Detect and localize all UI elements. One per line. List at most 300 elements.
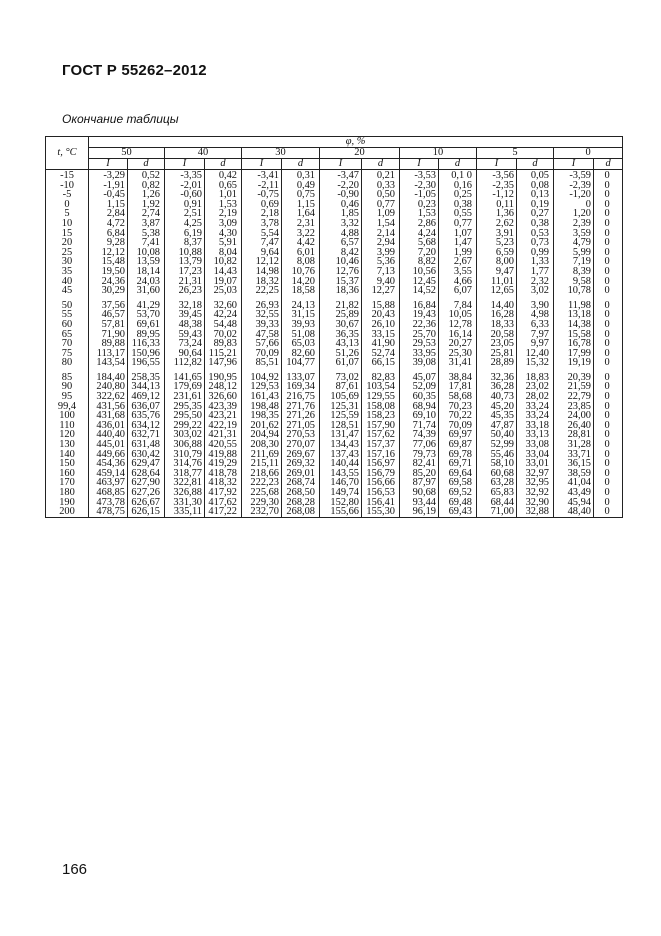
value-cell: 9,47 — [477, 267, 517, 277]
value-cell: 60,68 — [477, 469, 517, 479]
value-cell: 137,43 — [320, 450, 362, 460]
value-cell: 0 — [594, 296, 623, 311]
value-cell: 0 — [594, 330, 623, 340]
table-row — [46, 330, 623, 340]
value-cell: 0 — [594, 459, 623, 469]
value-cell: 10,78 — [554, 286, 594, 296]
value-cell: 24,00 — [554, 411, 594, 421]
value-cell: 269,01 — [282, 469, 320, 479]
value-cell: 0,16 — [439, 181, 477, 191]
value-cell: 68,44 — [477, 498, 517, 508]
value-cell: 128,51 — [320, 421, 362, 431]
value-cell: 77,06 — [400, 440, 439, 450]
value-cell: 0,55 — [439, 209, 477, 219]
value-cell: 6,33 — [517, 320, 554, 330]
temperature-cell: -15 — [46, 170, 89, 181]
value-cell: 74,39 — [400, 430, 439, 440]
value-cell: 143,54 — [89, 358, 128, 368]
value-cell: 82,41 — [400, 459, 439, 469]
value-cell: 21,31 — [165, 277, 205, 287]
value-cell: 14,43 — [205, 267, 242, 277]
temperature-cell: 15 — [46, 229, 89, 239]
temperature-cell: 110 — [46, 421, 89, 431]
value-cell: 15,58 — [554, 330, 594, 340]
value-cell: 113,17 — [89, 349, 128, 359]
value-cell: 131,47 — [320, 430, 362, 440]
value-cell: 468,85 — [89, 488, 128, 498]
value-cell: 0,91 — [165, 200, 205, 210]
value-cell: 0 — [594, 430, 623, 440]
value-cell: 271,26 — [282, 411, 320, 421]
value-cell: 33,04 — [517, 450, 554, 460]
value-cell: 15,88 — [362, 296, 400, 311]
value-cell: 1,92 — [128, 200, 165, 210]
value-cell: 2,19 — [205, 209, 242, 219]
subheader-row — [46, 159, 623, 170]
value-cell: 115,21 — [205, 349, 242, 359]
value-cell: 419,29 — [205, 459, 242, 469]
value-cell: 626,67 — [128, 498, 165, 508]
value-cell: 59,43 — [165, 330, 205, 340]
value-cell: 37,56 — [89, 296, 128, 311]
value-cell: 417,62 — [205, 498, 242, 508]
value-cell: 268,74 — [282, 478, 320, 488]
value-cell: 635,76 — [128, 411, 165, 421]
value-cell: 7,47 — [242, 238, 282, 248]
value-cell: 322,62 — [89, 392, 128, 402]
value-cell: 13,59 — [128, 257, 165, 267]
value-cell: 417,92 — [205, 488, 242, 498]
value-cell: 0 — [594, 190, 623, 200]
subheader-6: I — [320, 159, 362, 170]
value-cell: 0 — [594, 248, 623, 258]
value-cell: -0,75 — [242, 190, 282, 200]
value-cell: 0,33 — [362, 181, 400, 191]
humidity-group-0: 50 — [89, 148, 165, 159]
subheader-1: d — [128, 159, 165, 170]
value-cell: 1,15 — [282, 200, 320, 210]
value-cell: 25,81 — [477, 349, 517, 359]
value-cell: 201,62 — [242, 421, 282, 431]
temperature-cell: 45 — [46, 286, 89, 296]
value-cell: 33,24 — [517, 402, 554, 412]
table-row — [46, 229, 623, 239]
value-cell: 69,87 — [439, 440, 477, 450]
table-row — [46, 440, 623, 450]
value-cell: 440,40 — [89, 430, 128, 440]
value-cell: 1,15 — [89, 200, 128, 210]
value-cell: 459,14 — [89, 469, 128, 479]
value-cell: 8,00 — [477, 257, 517, 267]
value-cell: 25,03 — [205, 286, 242, 296]
table-row — [46, 170, 623, 181]
value-cell: 82,60 — [282, 349, 320, 359]
value-cell: 157,90 — [362, 421, 400, 431]
value-cell: 105,69 — [320, 392, 362, 402]
value-cell: 47,87 — [477, 421, 517, 431]
value-cell: 39,33 — [242, 320, 282, 330]
humidity-group-3: 20 — [320, 148, 400, 159]
table-row — [46, 277, 623, 287]
value-cell: 12,12 — [242, 257, 282, 267]
value-cell: 331,30 — [165, 498, 205, 508]
value-cell: 45,20 — [477, 402, 517, 412]
value-cell: 155,30 — [362, 507, 400, 517]
value-cell: 314,76 — [165, 459, 205, 469]
value-cell: 73,02 — [320, 368, 362, 383]
value-cell: 3,59 — [554, 229, 594, 239]
value-cell: 2,67 — [439, 257, 477, 267]
value-cell: 303,02 — [165, 430, 205, 440]
value-cell: 14,38 — [554, 320, 594, 330]
value-cell: 268,08 — [282, 507, 320, 517]
value-cell: 431,56 — [89, 402, 128, 412]
value-cell: 0 — [594, 450, 623, 460]
value-cell: 630,42 — [128, 450, 165, 460]
value-cell: 58,10 — [477, 459, 517, 469]
value-cell: 141,65 — [165, 368, 205, 383]
value-cell: 19,43 — [400, 310, 439, 320]
value-cell: 0 — [554, 200, 594, 210]
value-cell: 218,66 — [242, 469, 282, 479]
value-cell: -1,91 — [89, 181, 128, 191]
temperature-cell: 140 — [46, 450, 89, 460]
value-cell: 0 — [594, 181, 623, 191]
value-cell: 32,88 — [517, 507, 554, 517]
document-header: ГОСТ Р 55262–2012 — [62, 62, 207, 79]
value-cell: 2,94 — [362, 238, 400, 248]
value-cell: 268,50 — [282, 488, 320, 498]
value-cell: -2,30 — [400, 181, 439, 191]
value-cell: 4,72 — [89, 219, 128, 229]
value-cell: 208,30 — [242, 440, 282, 450]
value-cell: 299,22 — [165, 421, 205, 431]
value-cell: 53,70 — [128, 310, 165, 320]
value-cell: 32,95 — [517, 478, 554, 488]
value-cell: 627,26 — [128, 488, 165, 498]
value-cell: 158,08 — [362, 402, 400, 412]
value-cell: 46,57 — [89, 310, 128, 320]
value-cell: 30,29 — [89, 286, 128, 296]
value-cell: -1,05 — [400, 190, 439, 200]
temperature-cell: 20 — [46, 238, 89, 248]
value-cell: 41,29 — [128, 296, 165, 311]
value-cell: 2,62 — [477, 219, 517, 229]
value-cell: 0 — [594, 478, 623, 488]
value-cell: 36,15 — [554, 459, 594, 469]
table-row — [46, 296, 623, 311]
value-cell: -3,29 — [89, 170, 128, 181]
value-cell: 71,00 — [477, 507, 517, 517]
temperature-cell: 100 — [46, 411, 89, 421]
value-cell: 473,78 — [89, 498, 128, 508]
value-cell: 3,90 — [517, 296, 554, 311]
value-cell: 24,36 — [89, 277, 128, 287]
value-cell: 12,12 — [89, 248, 128, 258]
value-cell: 26,93 — [242, 296, 282, 311]
value-cell: 295,35 — [165, 402, 205, 412]
value-cell: -3,59 — [554, 170, 594, 181]
value-cell: 248,12 — [205, 382, 242, 392]
value-cell: 1,64 — [282, 209, 320, 219]
value-cell: 1,26 — [128, 190, 165, 200]
value-cell: 85,51 — [242, 358, 282, 368]
value-cell: 0,23 — [400, 200, 439, 210]
temperature-cell: 180 — [46, 488, 89, 498]
value-cell: 270,53 — [282, 430, 320, 440]
value-cell: 4,24 — [400, 229, 439, 239]
value-cell: 2,18 — [242, 209, 282, 219]
value-cell: 13,79 — [165, 257, 205, 267]
value-cell: 445,01 — [89, 440, 128, 450]
value-cell: -0,90 — [320, 190, 362, 200]
value-cell: 0,50 — [362, 190, 400, 200]
value-cell: 69,78 — [439, 450, 477, 460]
value-cell: 161,43 — [242, 392, 282, 402]
value-cell: 0 — [594, 368, 623, 383]
value-cell: 96,19 — [400, 507, 439, 517]
temperature-cell: 5 — [46, 209, 89, 219]
value-cell: 38,84 — [439, 368, 477, 383]
value-cell: -0,60 — [165, 190, 205, 200]
value-cell: 9,40 — [362, 277, 400, 287]
value-cell: 0 — [594, 440, 623, 450]
value-cell: 0 — [594, 286, 623, 296]
value-cell: 6,84 — [89, 229, 128, 239]
value-cell: 82,83 — [362, 368, 400, 383]
temperature-cell: 75 — [46, 349, 89, 359]
value-cell: 270,07 — [282, 440, 320, 450]
value-cell: 71,90 — [89, 330, 128, 340]
value-cell: 69,61 — [128, 320, 165, 330]
humidity-group-2: 30 — [242, 148, 320, 159]
value-cell: 2,14 — [362, 229, 400, 239]
value-cell: 3,99 — [362, 248, 400, 258]
value-cell: 33,08 — [517, 440, 554, 450]
value-cell: 229,30 — [242, 498, 282, 508]
value-cell: 32,60 — [205, 296, 242, 311]
value-cell: 22,36 — [400, 320, 439, 330]
value-cell: 1,33 — [517, 257, 554, 267]
value-cell: 14,52 — [400, 286, 439, 296]
value-cell: 627,90 — [128, 478, 165, 488]
value-cell: 2,31 — [282, 219, 320, 229]
value-cell: 2,86 — [400, 219, 439, 229]
temperature-cell: 0 — [46, 200, 89, 210]
temperature-cell: -10 — [46, 181, 89, 191]
value-cell: 10,82 — [205, 257, 242, 267]
value-cell: 69,10 — [400, 411, 439, 421]
table-row — [46, 310, 623, 320]
value-cell: 454,36 — [89, 459, 128, 469]
value-cell: 69,43 — [439, 507, 477, 517]
table-row — [46, 382, 623, 392]
value-cell: 90,68 — [400, 488, 439, 498]
value-cell: 18,14 — [128, 267, 165, 277]
value-cell: 33,13 — [517, 430, 554, 440]
value-cell: 1,47 — [439, 238, 477, 248]
value-cell: 25,89 — [320, 310, 362, 320]
value-cell: 8,39 — [554, 267, 594, 277]
page-number: 166 — [62, 861, 88, 878]
value-cell: 0,38 — [439, 200, 477, 210]
value-cell: 48,40 — [554, 507, 594, 517]
value-cell: 89,83 — [205, 339, 242, 349]
value-cell: 419,88 — [205, 450, 242, 460]
value-cell: 0,73 — [517, 238, 554, 248]
temperature-cell: 50 — [46, 296, 89, 311]
value-cell: 18,36 — [320, 286, 362, 296]
value-cell: 32,18 — [165, 296, 205, 311]
value-cell: 6,07 — [439, 286, 477, 296]
value-cell: 10,46 — [320, 257, 362, 267]
table-row — [46, 200, 623, 210]
table-row — [46, 267, 623, 277]
value-cell: 0 — [594, 349, 623, 359]
value-cell: 26,40 — [554, 421, 594, 431]
value-cell: 0 — [594, 507, 623, 517]
value-cell: 326,88 — [165, 488, 205, 498]
value-cell: -2,11 — [242, 181, 282, 191]
value-cell: 89,95 — [128, 330, 165, 340]
value-cell: 28,81 — [554, 430, 594, 440]
value-cell: 1,85 — [320, 209, 362, 219]
value-cell: 632,71 — [128, 430, 165, 440]
table-row — [46, 209, 623, 219]
value-cell: 89,88 — [89, 339, 128, 349]
value-cell: 5,54 — [242, 229, 282, 239]
value-cell: 0,69 — [242, 200, 282, 210]
value-cell: 70,23 — [439, 402, 477, 412]
subheader-7: d — [362, 159, 400, 170]
value-cell: 0 — [594, 310, 623, 320]
value-cell: 50,40 — [477, 430, 517, 440]
value-cell: 143,55 — [320, 469, 362, 479]
value-cell: 216,75 — [282, 392, 320, 402]
value-cell: 0,46 — [320, 200, 362, 210]
value-cell: 0,38 — [517, 219, 554, 229]
value-cell: 54,48 — [205, 320, 242, 330]
value-cell: 33,18 — [517, 421, 554, 431]
value-cell: 7,13 — [362, 267, 400, 277]
temperature-cell: 60 — [46, 320, 89, 330]
temperature-cell: -5 — [46, 190, 89, 200]
value-cell: 2,51 — [165, 209, 205, 219]
value-cell: 4,66 — [439, 277, 477, 287]
value-cell: 306,88 — [165, 440, 205, 450]
value-cell: 26,23 — [165, 286, 205, 296]
value-cell: 6,19 — [165, 229, 205, 239]
value-cell: 150,96 — [128, 349, 165, 359]
value-cell: 32,92 — [517, 488, 554, 498]
value-cell: 43,49 — [554, 488, 594, 498]
value-cell: 631,48 — [128, 440, 165, 450]
subheader-11: d — [517, 159, 554, 170]
value-cell: 0,05 — [517, 170, 554, 181]
value-cell: 69,48 — [439, 498, 477, 508]
table-row — [46, 257, 623, 267]
value-cell: -2,35 — [477, 181, 517, 191]
value-cell: 6,01 — [282, 248, 320, 258]
value-cell: 0 — [594, 392, 623, 402]
value-cell: 0 — [594, 498, 623, 508]
value-cell: 5,91 — [205, 238, 242, 248]
value-cell: 269,67 — [282, 450, 320, 460]
value-cell: 21,59 — [554, 382, 594, 392]
value-cell: 8,82 — [400, 257, 439, 267]
temperature-cell: 80 — [46, 358, 89, 368]
value-cell: 1,99 — [439, 248, 477, 258]
value-cell: 240,80 — [89, 382, 128, 392]
value-cell: 32,36 — [477, 368, 517, 383]
value-cell: 149,74 — [320, 488, 362, 498]
value-cell: 20,58 — [477, 330, 517, 340]
value-cell: 129,53 — [242, 382, 282, 392]
value-cell: 0,75 — [282, 190, 320, 200]
value-cell: 478,75 — [89, 507, 128, 517]
value-cell: 28,89 — [477, 358, 517, 368]
value-cell: 0 — [594, 339, 623, 349]
value-cell: 24,03 — [128, 277, 165, 287]
table-row — [46, 368, 623, 383]
value-cell: 69,71 — [439, 459, 477, 469]
value-cell: 258,35 — [128, 368, 165, 383]
value-cell: 2,32 — [517, 277, 554, 287]
value-cell: 31,28 — [554, 440, 594, 450]
value-cell: 269,32 — [282, 459, 320, 469]
value-cell: 0 — [594, 469, 623, 479]
value-cell: 10,76 — [282, 267, 320, 277]
value-cell: 36,35 — [320, 330, 362, 340]
value-cell: 211,69 — [242, 450, 282, 460]
value-cell: 418,32 — [205, 478, 242, 488]
value-cell: 31,60 — [128, 286, 165, 296]
value-cell: 1,07 — [439, 229, 477, 239]
value-cell: 418,78 — [205, 469, 242, 479]
value-cell: 0 — [594, 238, 623, 248]
table-row — [46, 478, 623, 488]
value-cell: 32,97 — [517, 469, 554, 479]
value-cell: 222,23 — [242, 478, 282, 488]
value-cell: 1,09 — [362, 209, 400, 219]
value-cell: -0,45 — [89, 190, 128, 200]
temperature-cell: 35 — [46, 267, 89, 277]
value-cell: -1,12 — [477, 190, 517, 200]
subheader-8: I — [400, 159, 439, 170]
value-cell: 23,85 — [554, 402, 594, 412]
value-cell: 3,87 — [128, 219, 165, 229]
value-cell: 104,77 — [282, 358, 320, 368]
value-cell: 1,53 — [205, 200, 242, 210]
value-cell: 14,40 — [477, 296, 517, 311]
value-cell: 179,69 — [165, 382, 205, 392]
value-cell: 1,77 — [517, 267, 554, 277]
value-cell: -3,47 — [320, 170, 362, 181]
humidity-values-row — [46, 148, 623, 159]
value-cell: 0,1 0 — [439, 170, 477, 181]
value-cell: 47,58 — [242, 330, 282, 340]
value-cell: 18,32 — [242, 277, 282, 287]
value-cell: 16,78 — [554, 339, 594, 349]
value-cell: 157,62 — [362, 430, 400, 440]
value-cell: 9,97 — [517, 339, 554, 349]
value-cell: 22,25 — [242, 286, 282, 296]
value-cell: 14,20 — [282, 277, 320, 287]
value-cell: 0 — [594, 320, 623, 330]
value-cell: 10,05 — [439, 310, 477, 320]
value-cell: 103,54 — [362, 382, 400, 392]
value-cell: 4,25 — [165, 219, 205, 229]
